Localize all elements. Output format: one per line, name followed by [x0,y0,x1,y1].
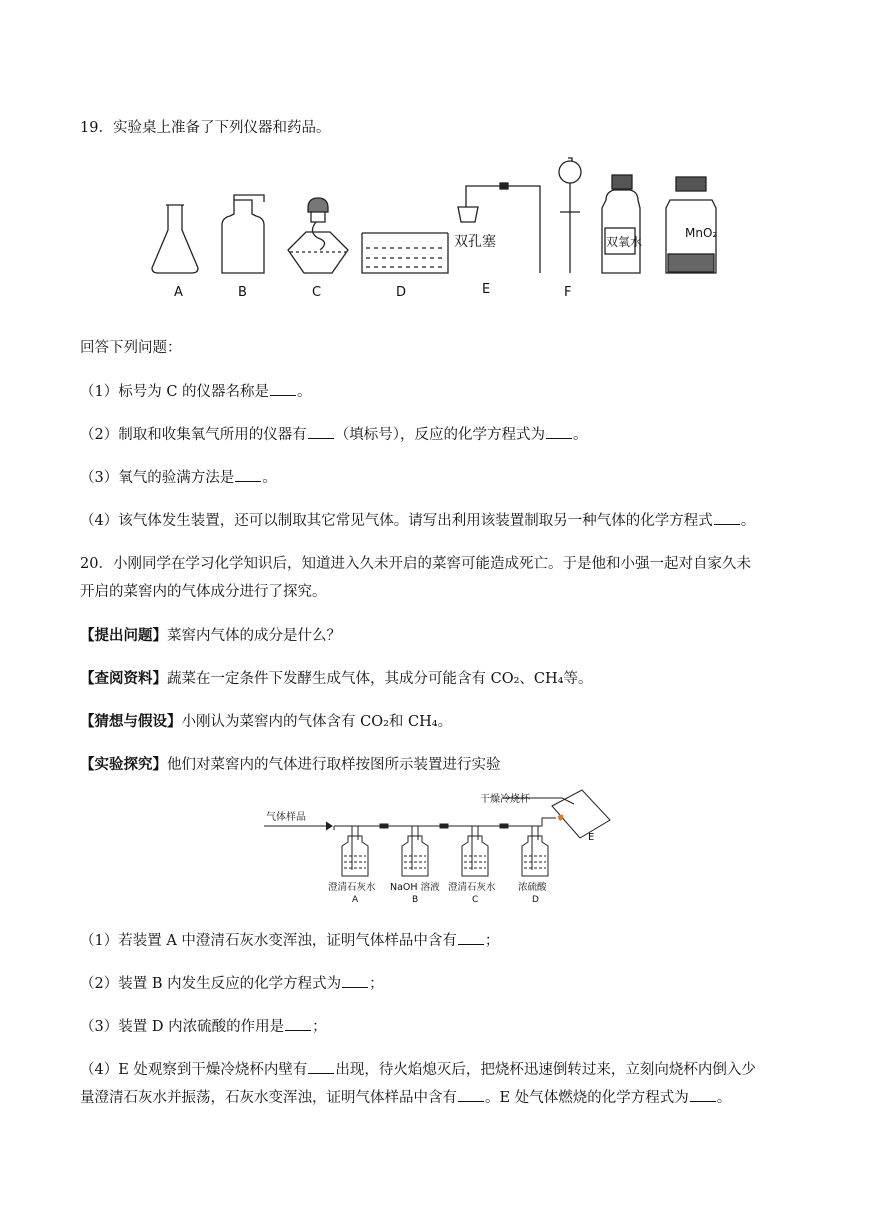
q20-title-line1: 20．小刚同学在学习化学知识后，知道进入久未开启的菜窖可能造成死亡。于是他和小强一起对自家久未 [80,556,751,572]
section-tag: 【猜想与假设】 [80,713,182,730]
q19-intro: 回答下列问题： [80,340,182,356]
q20-p3-end: ； [312,1019,327,1035]
q20-section-question [80,624,341,645]
label-e: E [482,282,491,297]
two-hole-stopper-e [458,183,540,273]
q20-p1-text: （1）若装置 A 中澄清石灰水变浑浊，证明气体样品中含有 [80,933,457,949]
q20-p2-text: （2）装置 B 内发生反应的化学方程式为 [80,976,342,992]
q20-p4-end: 。 [716,1090,732,1106]
section-tag: 【实验探究】 [80,756,167,773]
q20-p2-end: ； [369,976,384,992]
bottle-d [522,826,548,876]
alcohol-lamp-c [288,198,348,273]
q20-p4-mid2: 。E 处气体燃烧的化学方程式为 [485,1090,689,1106]
separatory-funnel-f [559,158,581,273]
bottle-d-letter: D [532,895,539,904]
section-text: 小刚认为菜窖内的气体含有 CO₂和 CH₄。 [181,714,453,730]
gas-jar-b [222,195,264,273]
label-b: B [238,285,247,300]
q19-part2 [80,423,587,444]
q19-p2-text: （2）制取和收集氧气所用的仪器有 [80,427,307,443]
section-text: 他们对菜窖内的气体进行取样按图所示装置进行实验 [167,757,501,773]
q19-p1-text: （1）标号为 C 的仪器名称是 [80,384,270,400]
q19-p1-end: 。 [297,384,312,400]
bottle-b-name: NaOH 溶液 [390,882,440,893]
q20-p1-end: ； [484,933,500,949]
q19-p3-text: （3）氧气的验满方法是 [80,470,235,486]
q19-part4 [80,509,755,530]
bottle-d-name: 浓硫酸 [518,882,547,893]
bottle-a [342,826,368,876]
q20-section-experiment [80,753,501,774]
q20-p4-text: （4）E 处观察到干燥冷烧杯内壁有 [80,1062,308,1078]
q20-p3-text: （3）装置 D 内浓硫酸的作用是 [80,1019,285,1035]
section-text: 菜窖内气体的成分是什么？ [167,628,341,644]
q19-p2-end: 。 [572,427,588,443]
bottle-b-letter: B [412,895,419,904]
bottle-mno2-label: MnO₂ [685,226,718,240]
q20-part3 [80,1015,327,1036]
q20-p4-text2: 量澄清石灰水并振荡，石灰水变浑浊，证明气体样品中含有 [80,1090,457,1106]
conical-flask-a [152,205,198,273]
section-text: 蔬菜在一定条件下发酵生成气体，其成分可能含有 CO₂、CH₄等。 [167,671,593,687]
q20-title-line2: 开启的菜窖内的气体成分进行了探究。 [80,584,327,600]
bottle-c-name: 澄清石灰水 [448,882,496,893]
hydrogen-peroxide-bottle [602,175,643,273]
section-tag: 【查阅资料】 [80,670,167,687]
answer-blank[interactable] [270,381,296,396]
q20-p4-mid: 出现，待火焰熄灭后，把烧杯迅速倒转过来，立刻向烧杯内倒入少 [335,1062,756,1078]
label-f: F [564,285,572,300]
manganese-dioxide-bottle [666,177,716,273]
e-label: E [588,832,595,843]
q19-p2-mid: （填标号），反应的化学方程式为 [334,427,545,443]
bottle-b [402,826,428,876]
q20-part4-line1 [80,1058,756,1079]
q19-apparatus-figure [140,150,740,305]
bottle-a-letter: A [352,895,359,904]
q20-section-hypothesis [80,710,452,731]
q19-part3 [80,466,277,487]
label-d: D [396,285,407,300]
bottle-peroxide-label: 双氧水 [606,235,643,249]
answer-blank[interactable] [458,1087,484,1102]
q20-apparatus-figure [262,786,612,904]
q20-part2 [80,972,384,993]
label-c: C [312,285,322,300]
flame-icon [558,815,563,821]
bottle-c-letter: C [472,895,479,904]
answer-blank[interactable] [308,424,334,439]
q20-part1 [80,929,499,950]
bottle-c [462,826,488,876]
q19-title: 19．实验桌上准备了下列仪器和药品。 [80,120,331,136]
label-a: A [174,285,183,300]
answer-blank[interactable] [285,1016,311,1031]
answer-blank[interactable] [546,424,572,439]
section-tag: 【提出问题】 [80,627,167,644]
q19-part1 [80,380,312,401]
answer-blank[interactable] [714,510,740,525]
answer-blank[interactable] [458,930,484,945]
bottle-a-name: 澄清石灰水 [328,882,376,893]
q19-p4-end: 。 [740,513,756,529]
answer-blank[interactable] [690,1087,716,1102]
q19-p3-end: 。 [262,470,277,486]
cold-beaker-label: 干燥冷烧杯 [480,794,530,805]
answer-blank[interactable] [308,1059,334,1074]
gas-sample-label: 气体样品 [266,812,306,823]
q20-section-reference [80,667,592,688]
answer-blank[interactable] [342,973,368,988]
stopper-label: 双孔塞 [454,234,496,250]
water-trough-d [362,233,448,273]
q20-part4-line2 [80,1086,731,1107]
q19-p4-text: （4）该气体发生装置，还可以制取其它常见气体。请写出利用该装置制取另一种气体的化学方程式 [80,513,713,529]
answer-blank[interactable] [235,467,261,482]
